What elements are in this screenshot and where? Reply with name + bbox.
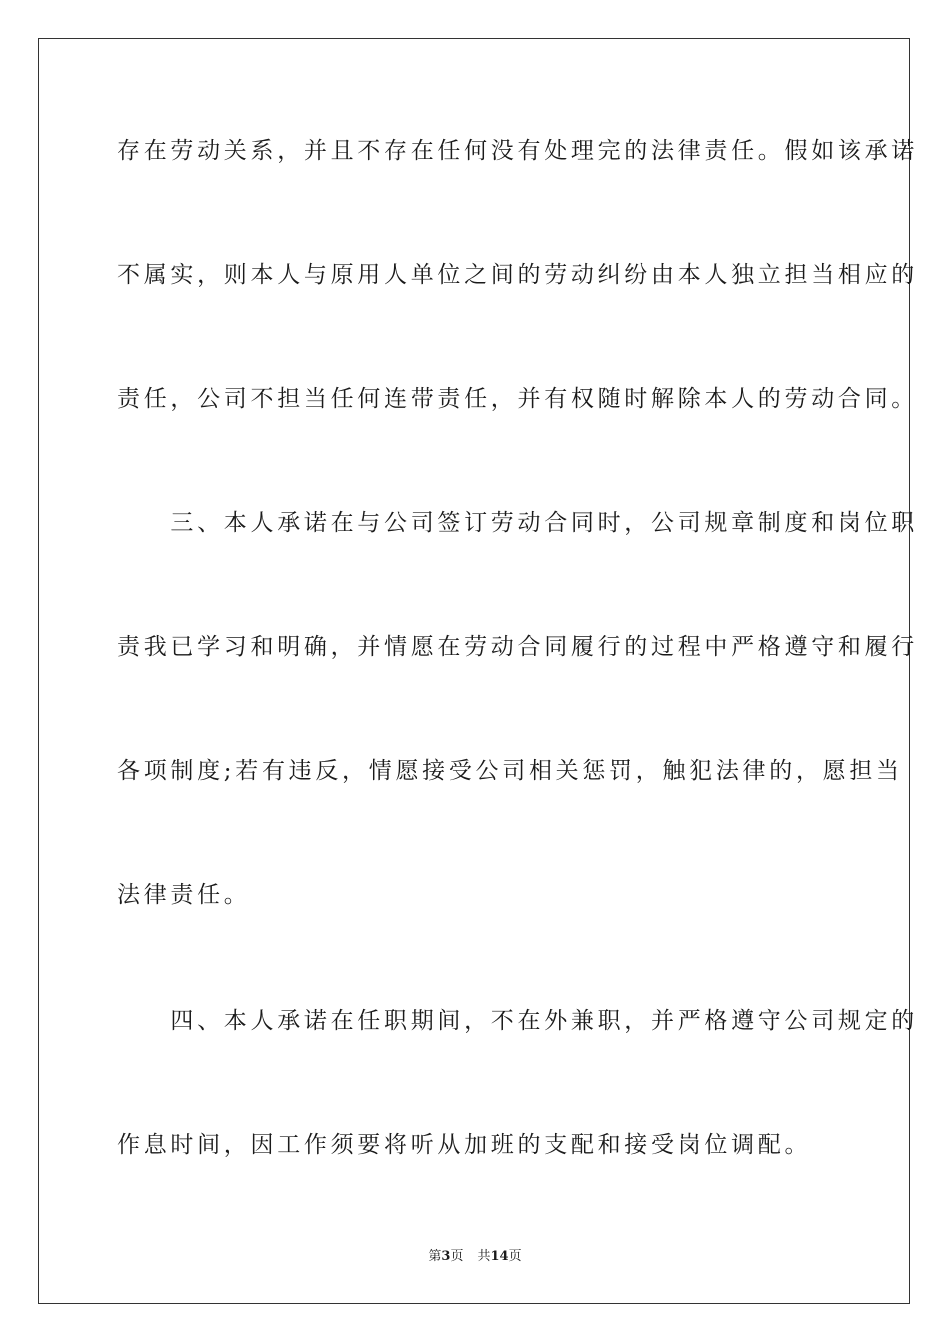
page-label-suffix: 页	[450, 1249, 464, 1264]
page-label-prefix: 第	[428, 1249, 442, 1264]
body-line-8: 四、本人承诺在任职期间，不在外兼职，并严格遵守公司规定的	[117, 1008, 918, 1034]
page-footer	[0, 1248, 950, 1266]
body-line-5: 责我已学习和明确，并情愿在劳动合同履行的过程中严格遵守和履行	[117, 634, 918, 660]
body-line-7: 法律责任。	[117, 882, 251, 908]
body-line-6: 各项制度;若有违反，情愿接受公司相关惩罚，触犯法律的，愿担当	[117, 758, 903, 784]
total-label-suffix: 页	[508, 1249, 522, 1264]
body-line-1: 存在劳动关系，并且不存在任何没有处理完的法律责任。假如该承诺	[117, 138, 918, 164]
total-pages: 14	[490, 1249, 509, 1264]
body-line-2: 不属实，则本人与原用人单位之间的劳动纠纷由本人独立担当相应的	[117, 262, 918, 288]
page-number: 3	[441, 1249, 451, 1264]
body-line-3: 责任，公司不担当任何连带责任，并有权随时解除本人的劳动合同。	[117, 386, 918, 412]
body-line-9: 作息时间，因工作须要将听从加班的支配和接受岗位调配。	[117, 1132, 812, 1158]
total-label-prefix: 共	[477, 1249, 491, 1264]
page-border	[38, 38, 918, 1304]
body-line-4: 三、本人承诺在与公司签订劳动合同时，公司规章制度和岗位职	[117, 510, 918, 536]
